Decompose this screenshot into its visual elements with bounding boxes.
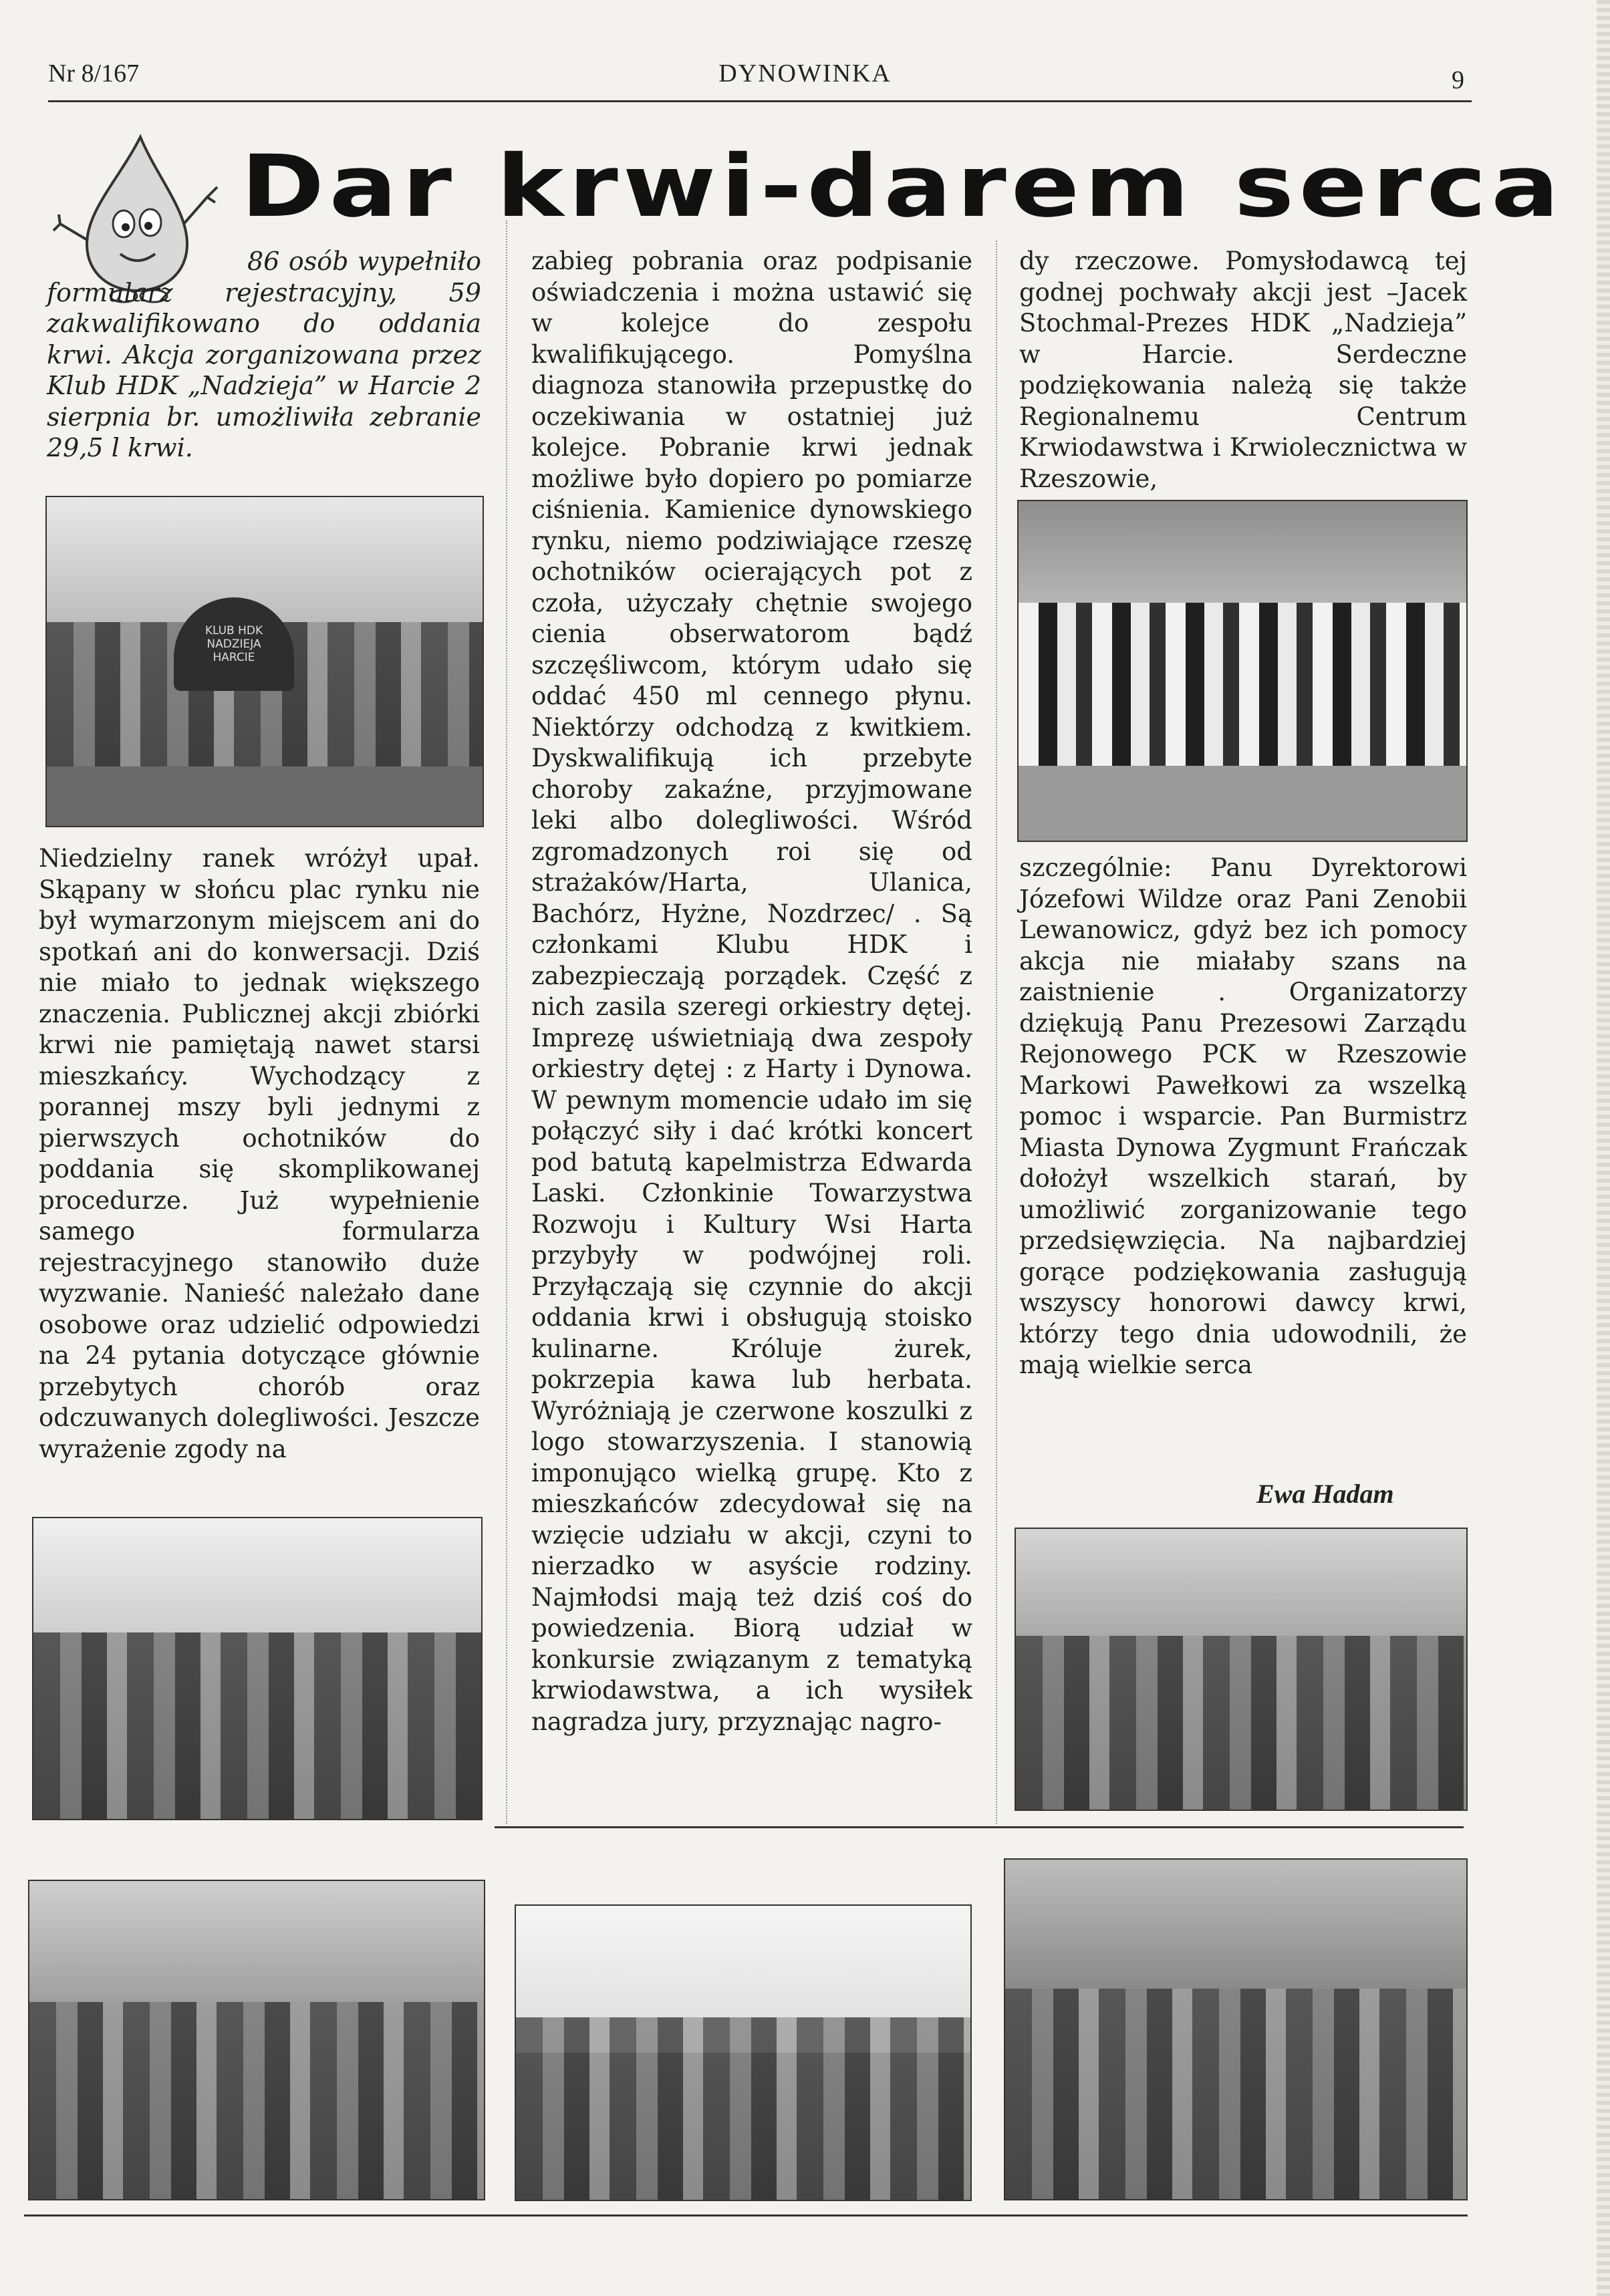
column-3-top-text: dy rzeczowe. Pomysłodawcą tej godnej pochwały akcji jest –Jacek Stochmal-Prezes HDK „Nadzieja” w Harcie. Serdeczne podziękowania należą się także Regionalnemu Centrum Krwiodawstwa i Krwiolecznictwa w Rzeszowie, — [1019, 247, 1467, 493]
header-rule — [48, 100, 1472, 102]
article-column-3-top — [1019, 246, 1467, 494]
photo-section-rule — [495, 1826, 1464, 1828]
article-author: Ewa Hadam — [1256, 1479, 1394, 1509]
photo-firemen-registration — [1015, 1528, 1468, 1811]
photo-brass-band — [1017, 500, 1468, 842]
column-separator-1 — [506, 221, 507, 1824]
photo-donor-with-nurse — [28, 1880, 485, 2200]
article-column-1 — [39, 843, 480, 1465]
photo-group-banner — [45, 496, 484, 827]
footer-rule — [24, 2214, 1468, 2216]
article-column-2 — [531, 246, 972, 1737]
article-column-3-bottom — [1019, 853, 1467, 1381]
photo-donors-lying — [32, 1517, 483, 1820]
column-1-text: Niedzielny ranek wróżył upał. Skąpany w słońcu plac rynku nie był wymarzonym miejscem ani do spotkań ani do konwersacji. Dziś nie miało to jednak większego znaczenia. Publicznej akcji zbiórki krwi nie pamiętają nawet starsi mieszkańcy. Wychodzący z porannej mszy byli jednymi z pierwszych ochotników do poddania się skomplikowanej procedurze. Już wypełnienie samego formularza rejestracyjnego stanowiło duże wyzwanie. Nanieść należało dane osobowe oraz udzielić odpowiedzi na 24 pytania dotyczące głównie przebytych chorób oraz odczuwanych dolegliwości. Jeszcze wyrażenie zgody na — [39, 844, 480, 1463]
lead-paragraph: 86 osób wypełniło formularz rejestracyjny, 59 zakwalifikowano do oddania krwi. Akcja zorganizowana przez Klub HDK „Nadzieja” w Harcie 2 sierpnia br. umożliwiła zebranie 29,5 l krwi. — [47, 247, 481, 462]
scan-edge — [1597, 0, 1610, 2296]
photo-banner-text: KLUB HDK NADZIEJA HARCIE — [205, 624, 263, 664]
article-lead — [47, 246, 481, 464]
column-3-bottom-text: szczególnie: Panu Dyrektorowi Józefowi Wildze oraz Pani Zenobii Lewanowicz, gdyż bez ich pomocy akcja nie miałaby szans na zaistnienie . Organizatorzy dziękują Panu Prezesowi Zarządu Rejonowego PCK w Rzeszowie Markowi Pawełkowi za wszelką pomoc i wsparcie. Pan Burmistrz Miasta Dynowa Zygmunt Frańczak dołożył wszelkich starań, by umożliwić zorganizowanie tego przedsięwzięcia. Na najbardziej gorące podziękowania zasługują wszyscy honorowi dawcy krwi, którzy tego dnia udowodnili, że mają wielkie serca — [1019, 853, 1467, 1379]
photo-firemen-donating — [1004, 1858, 1468, 2200]
column-2-text: zabieg pobrania oraz podpisanie oświadczenia i można ustawić się w kolejce do zespołu kwalifikującego. Pomyślna diagnoza stanowiła przepustkę do oczekiwania w ostatniej już kolejce. Pobranie krwi jednak możliwe było dopiero po pomiarze ciśnienia. Kamienice dynowskiego rynku, niemo podziwiające rzeszę ochotników ocierających pot z czoła, użyczały chętnie swojego cienia obserwatorom bądź szczęśliwcom, którym udało się oddać 450 ml cennego płynu. Niektórzy odchodzą z kwitkiem. Dyskwalifikują ich przebyte choroby zakaźne, przyjmowane leki albo dolegliwości. Wśród zgromadzonych roi się od strażaków/Harta, Ulanica, Bachórz, Hyżne, Nozdrzec/ . Są członkami Klubu HDK i zabezpieczają porządek. Część z nich zasila szeregi orkiestry dętej. Imprezę uświetniają dwa zespoły orkiestry dętej : z Harty i Dynowa. W pewnym momencie udało im się połączyć siły i dać krótki koncert pod batutą kapelmistrza Edwarda Laski. Członkinie Towarzystwa Rozwoju i Kultury Wsi Harta przybyły w podwójnej roli. Przyłączają się czynnie do akcji oddania krwi i obsługują stoisko kulinarne. Króluje żurek, pokrzepia kawa lub herbata. Wyróżniają je czerwone koszulki z logo stowarzyszenia. I stanowią imponująco wielką grupę. Kto z mieszkańców zdecydował się na wzięcie udziału w akcji, czyni to nierzadko w asyście rodziny. Najmłodsi mają też dziś coś do powiedzenia. Biorą udział w konkursie związanym z tematyką krwiodawstwa, a ich wysiłek nagradza jury, przyznając nagro- — [531, 247, 972, 1736]
photo-women-group — [515, 1904, 972, 2201]
publication-name: DYNOWINKA — [718, 59, 892, 88]
column-separator-2 — [996, 241, 997, 1824]
page-number: 9 — [1452, 66, 1464, 94]
issue-number: Nr 8/167 — [48, 59, 140, 88]
article-title: Dar krwi-darem serca — [241, 137, 1565, 237]
